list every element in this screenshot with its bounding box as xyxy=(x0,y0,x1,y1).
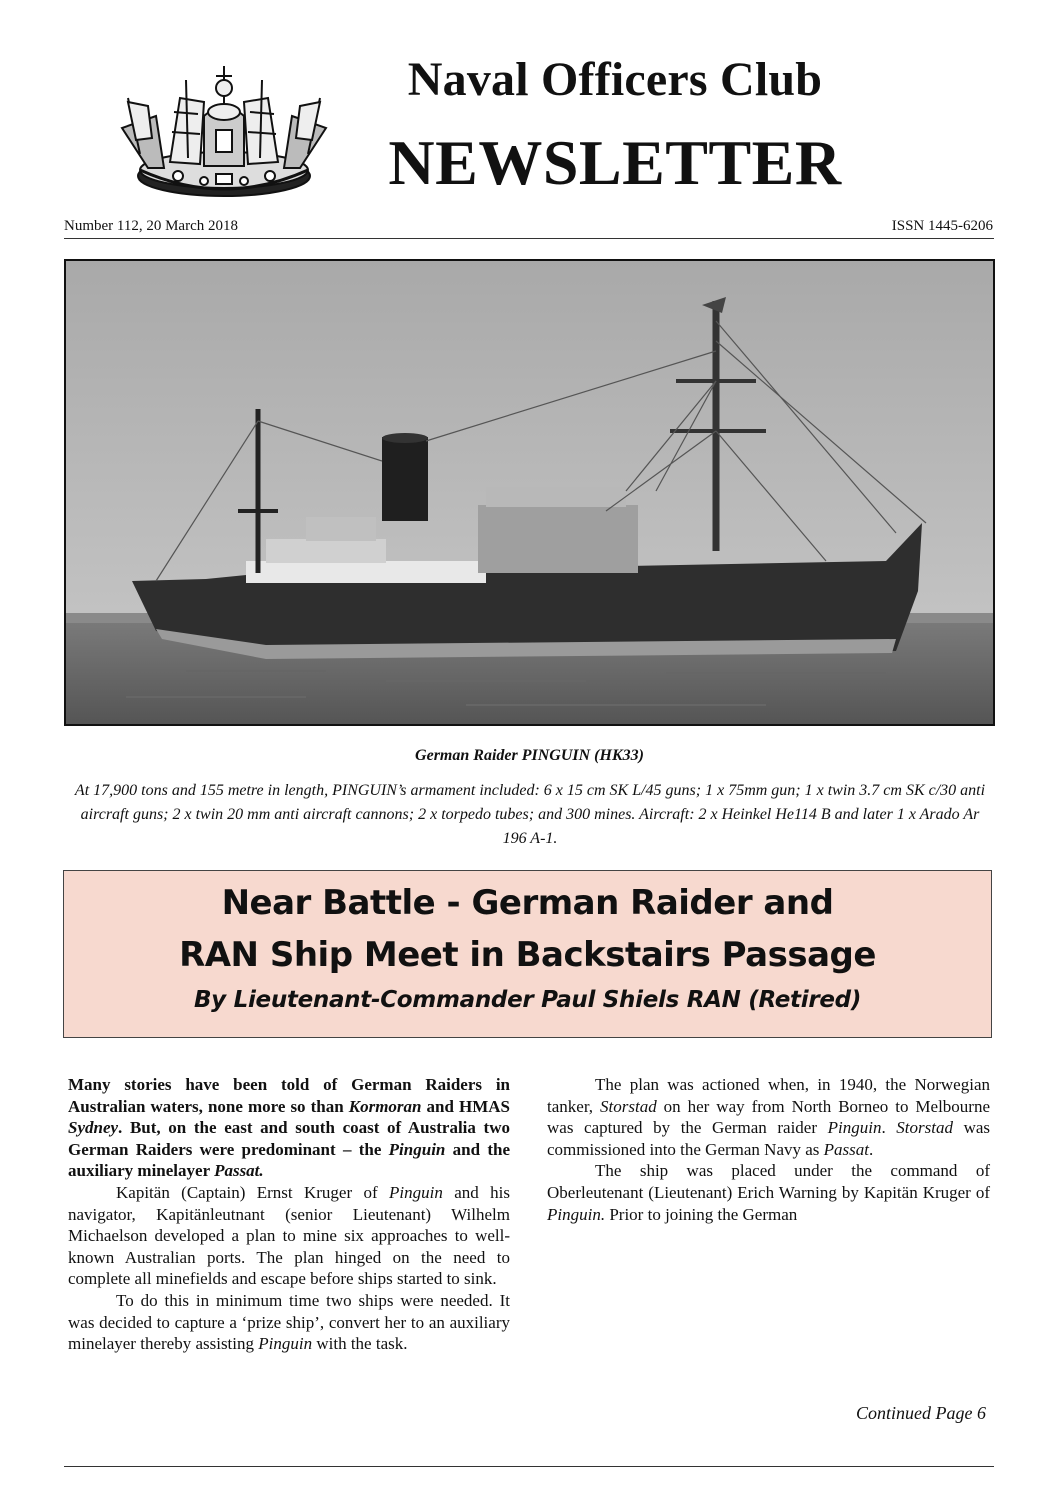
ship-name: Storstad xyxy=(896,1118,953,1138)
issn: ISSN 1445-6206 xyxy=(891,218,993,234)
ship-name: Storstad xyxy=(600,1096,657,1116)
text-run: To do this in minimum time two ships were needed. It was decided to capture a ‘prize ship’, convert her to an auxiliary minelayer thereby assisting xyxy=(68,1290,510,1354)
text-run: and the auxiliary minelayer xyxy=(68,1139,510,1181)
text-run: Prior to joining the German xyxy=(605,1204,798,1224)
paragraph xyxy=(547,1074,990,1160)
ship-name: Pinguin xyxy=(389,1182,443,1202)
ship-photo xyxy=(64,259,995,726)
photo-caption-title: German Raider PINGUIN (HK33) xyxy=(415,747,644,764)
ship-name: Pinguin xyxy=(388,1139,446,1159)
headline-line-2: RAN Ship Meet in Backstairs Passage xyxy=(179,935,876,975)
paragraph xyxy=(68,1182,510,1290)
ship-name: Passat xyxy=(823,1139,870,1159)
article-column-left xyxy=(68,1074,510,1355)
continued-link[interactable]: Continued Page 6 xyxy=(856,1403,986,1423)
text-run: . xyxy=(869,1139,874,1159)
text-run: The plan was actioned when, in 1940, the Norwegian tanker, xyxy=(547,1075,990,1116)
ship-name: Sydney xyxy=(68,1118,119,1138)
naval-crown-logo xyxy=(100,58,348,208)
text-run: . But, on the east and south coast of Australia two German Raiders were predominant – the xyxy=(68,1118,510,1159)
newsletter-title: NEWSLETTER xyxy=(388,127,842,198)
paragraph xyxy=(68,1290,510,1355)
ship-name: Pinguin xyxy=(258,1334,313,1354)
text-run: The ship was placed under the command of Oberleutenant (Lieutenant) Erich Warning by Kapitän Kruger of xyxy=(547,1161,990,1202)
footer-rule xyxy=(64,1466,994,1467)
photo-caption-body: At 17,900 tons and 155 metre in length, PINGUIN’s armament included: 6 x 15 cm SK L/45 guns; 1 x 75mm gun; 1 x twin 3.7 cm SK c/30 anti aircraft guns; 2 x twin 20 mm anti aircraft cannons; 2 x torpedo tubes; and 300 mines. Aircraft: 2 x Heinkel He114 B and later 1 x Arado Ar 196 A-1. xyxy=(74,782,986,847)
ship-name: Kormoran xyxy=(348,1096,422,1116)
text-run: Many stories have been told of German Raiders in Australian waters, none more so than xyxy=(68,1075,510,1116)
text-run: was commissioned into the German Navy as xyxy=(547,1118,991,1159)
headline-line-1: Near Battle - German Raider and xyxy=(221,883,834,923)
text-run: with the task. xyxy=(312,1334,408,1354)
header-rule xyxy=(64,238,994,239)
text-run: and HMAS xyxy=(421,1096,510,1116)
text-run: on her way from North Borneo to Melbourne was captured by the German raider xyxy=(547,1096,990,1138)
paragraph xyxy=(547,1160,990,1225)
text-run: Kapitän (Captain) Ernst Kruger of xyxy=(116,1182,390,1202)
article-column-right xyxy=(547,1074,990,1225)
lead-paragraph xyxy=(68,1074,510,1182)
club-name: Naval Officers Club xyxy=(407,53,823,106)
ship-name: Pinguin. xyxy=(547,1204,606,1224)
ship-name: Pinguin xyxy=(827,1118,882,1138)
text-run: and his navigator, Kapitänleutnant (senior Lieutenant) Wilhelm Michaelson developed a plan to mine six approaches to well-known Australian ports. The plan hinged on the need to complete all minefields and escape before ships started to sink. xyxy=(68,1182,511,1289)
ship-name: Passat. xyxy=(214,1161,264,1181)
text-run: . xyxy=(881,1118,897,1138)
byline: By Lieutenant-Commander Paul Shiels RAN (Retired) xyxy=(193,987,862,1013)
issue-number: Number 112, 20 March 2018 xyxy=(64,218,238,234)
headline-box xyxy=(63,870,992,1038)
